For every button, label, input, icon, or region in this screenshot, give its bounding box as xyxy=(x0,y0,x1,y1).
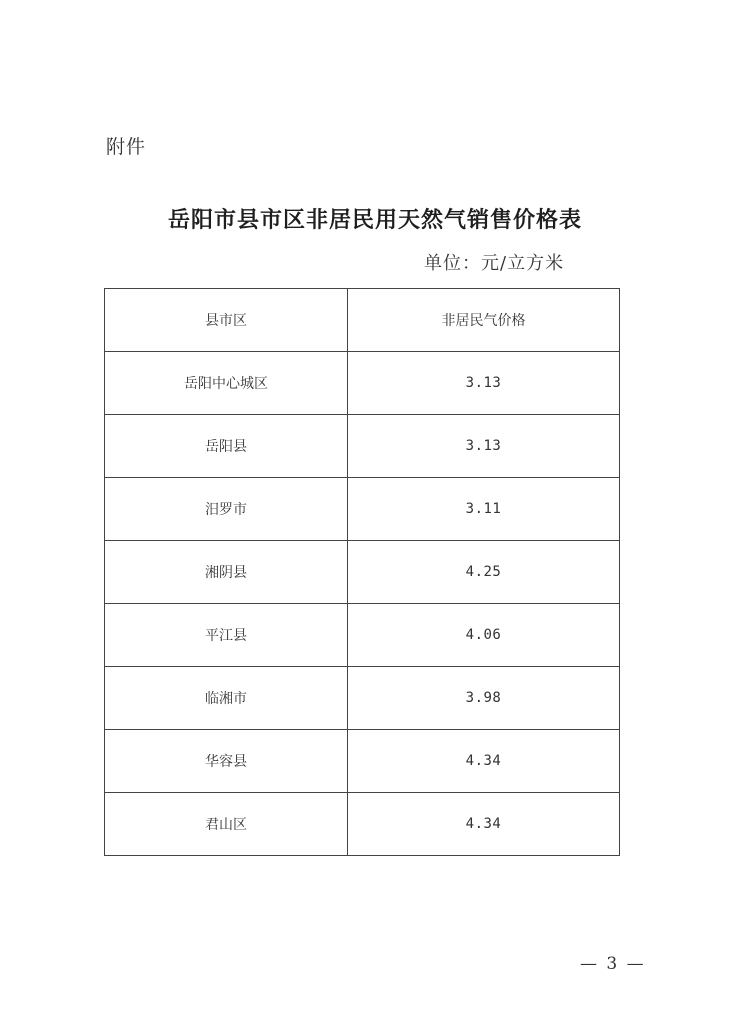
table-row xyxy=(105,667,620,730)
region-cell: 华容县 xyxy=(105,730,348,793)
price-cell: 4.06 xyxy=(348,604,620,667)
price-cell: 3.11 xyxy=(348,478,620,541)
price-cell: 4.34 xyxy=(348,730,620,793)
table-row xyxy=(105,352,620,415)
table-row xyxy=(105,793,620,856)
table-row xyxy=(105,541,620,604)
table-row xyxy=(105,415,620,478)
attachment-label: 附件 xyxy=(106,136,147,158)
region-cell: 岳阳中心城区 xyxy=(105,352,348,415)
price-table xyxy=(104,288,620,856)
table-row xyxy=(105,604,620,667)
price-cell: 4.34 xyxy=(348,793,620,856)
region-cell: 平江县 xyxy=(105,604,348,667)
header-region: 县市区 xyxy=(105,289,348,352)
region-cell: 湘阴县 xyxy=(105,541,348,604)
price-cell: 3.98 xyxy=(348,667,620,730)
price-cell: 4.25 xyxy=(348,541,620,604)
table-row xyxy=(105,730,620,793)
document-title: 岳阳市县市区非居民用天然气销售价格表 xyxy=(167,207,582,233)
region-cell: 临湘市 xyxy=(105,667,348,730)
region-cell: 汨罗市 xyxy=(105,478,348,541)
price-cell: 3.13 xyxy=(348,352,620,415)
table-row xyxy=(105,478,620,541)
region-cell: 君山区 xyxy=(105,793,348,856)
price-cell: 3.13 xyxy=(348,415,620,478)
header-price: 非居民气价格 xyxy=(348,289,620,352)
page-number: — 3 — xyxy=(580,954,646,974)
table-header-row xyxy=(105,289,620,352)
unit-label: 单位：元/立方米 xyxy=(424,253,565,274)
region-cell: 岳阳县 xyxy=(105,415,348,478)
